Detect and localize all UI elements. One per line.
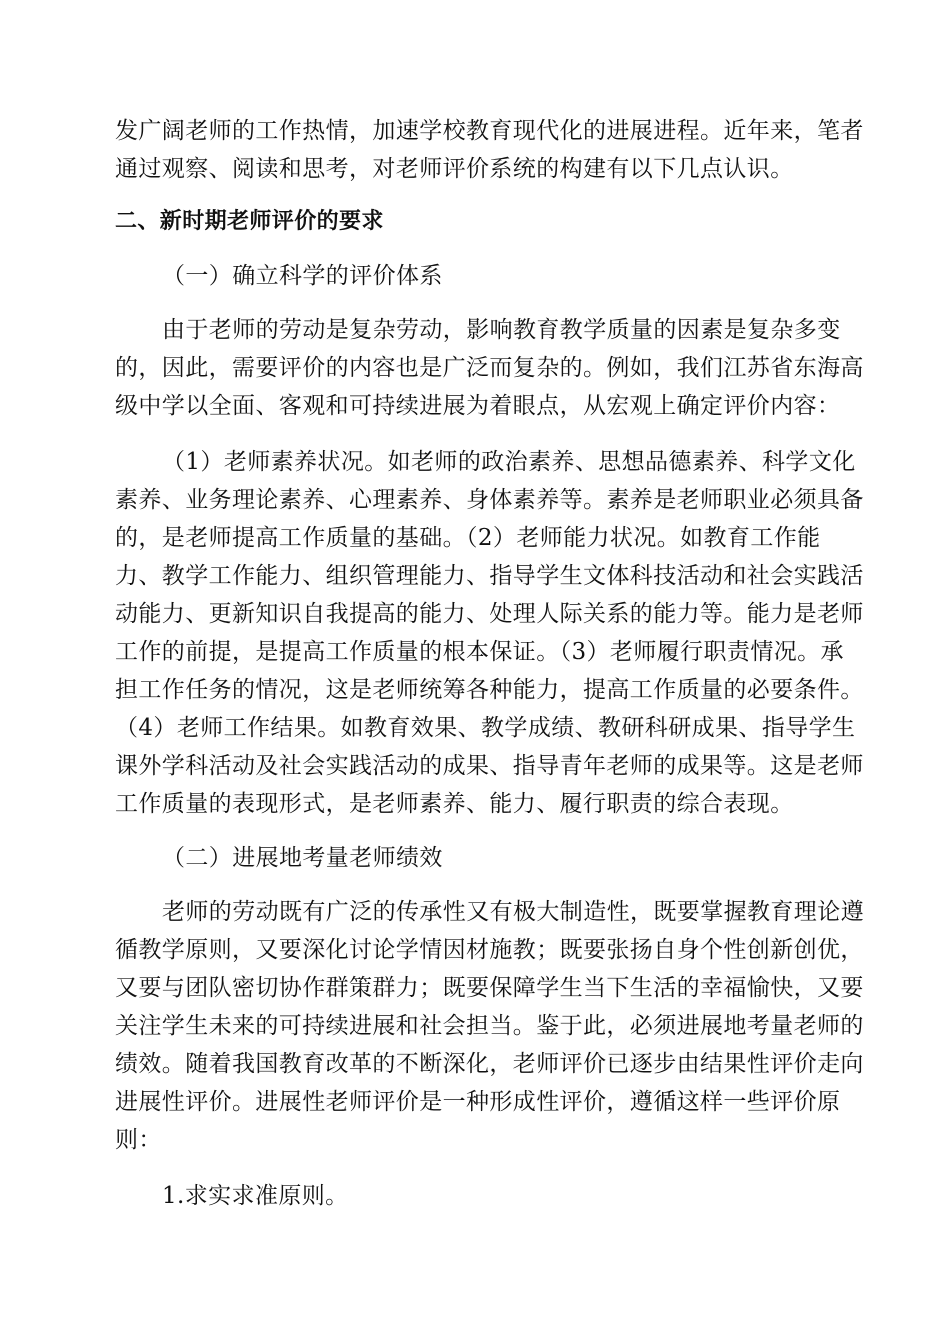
paragraph-line: 由于老师的劳动是复杂劳动，影响教育教学质量的因素是复杂多变 (162, 317, 841, 343)
paragraph-line: 循教学原则，又要深化讨论学情因材施教；既要张扬自身个性创新创优， (115, 937, 864, 963)
paragraph-line: （1）老师素养状况。如老师的政治素养、思想品德素养、科学文化 (162, 449, 856, 475)
paragraph-line: 力、教学工作能力、组织管理能力、指导学生文体科技活动和社会实践活 (115, 563, 864, 589)
paragraph-line: 则： (115, 1127, 162, 1153)
paragraph-line: 素养、业务理论素养、心理素养、身体素养等。素养是老师职业必须具备 (115, 487, 864, 513)
section-heading: 二、新时期老师评价的要求 (115, 209, 384, 234)
paragraph-line: 工作质量的表现形式，是老师素养、能力、履行职责的综合表现。 (115, 791, 794, 817)
intro-line: 发广阔老师的工作热情，加速学校教育现代化的进展进程。近年来，笔者 (115, 118, 864, 144)
paragraph-line: 又要与团队密切协作群策群力；既要保障学生当下生活的幸福愉快，又要 (115, 975, 864, 1001)
subsection-title: （一）确立科学的评价体系 (162, 263, 443, 289)
paragraph-line: 动能力、更新知识自我提高的能力、处理人际关系的能力等。能力是老师 (115, 601, 864, 627)
paragraph-line: 进展性评价。进展性老师评价是一种形成性评价，遵循这样一些评价原 (115, 1089, 841, 1115)
paragraph-line: 课外学科活动及社会实践活动的成果、指导青年老师的成果等。这是老师 (115, 753, 864, 779)
paragraph-line: 担工作任务的情况，这是老师统筹各种能力，提高工作质量的必要条件。 (115, 677, 864, 703)
paragraph-line: 工作的前提，是提高工作质量的根本保证。（3）老师履行职责情况。承 (115, 639, 844, 665)
intro-line: 通过观察、阅读和思考，对老师评价系统的构建有以下几点认识。 (115, 156, 794, 182)
paragraph-line: 老师的劳动既有广泛的传承性又有极大制造性，既要掌握教育理论遵 (162, 899, 864, 925)
paragraph-line: 关注学生未来的可持续进展和社会担当。鉴于此，必须进展地考量老师的 (115, 1013, 864, 1039)
list-item: 1.求实求准原则。 (162, 1183, 349, 1209)
paragraph-line: 的，因此，需要评价的内容也是广泛而复杂的。例如，我们江苏省东海高 (115, 355, 864, 381)
paragraph-line: 的，是老师提高工作质量的基础。（2）老师能力状况。如教育工作能 (115, 525, 821, 551)
paragraph-line: （4）老师工作结果。如教育效果、教学成绩、教研科研成果、指导学生 (115, 715, 856, 741)
paragraph-line: 级中学以全面、客观和可持续进展为着眼点，从宏观上确定评价内容： (115, 393, 841, 419)
subsection-title: （二）进展地考量老师绩效 (162, 845, 443, 871)
paragraph-line: 绩效。随着我国教育改革的不断深化，老师评价已逐步由结果性评价走向 (115, 1051, 864, 1077)
